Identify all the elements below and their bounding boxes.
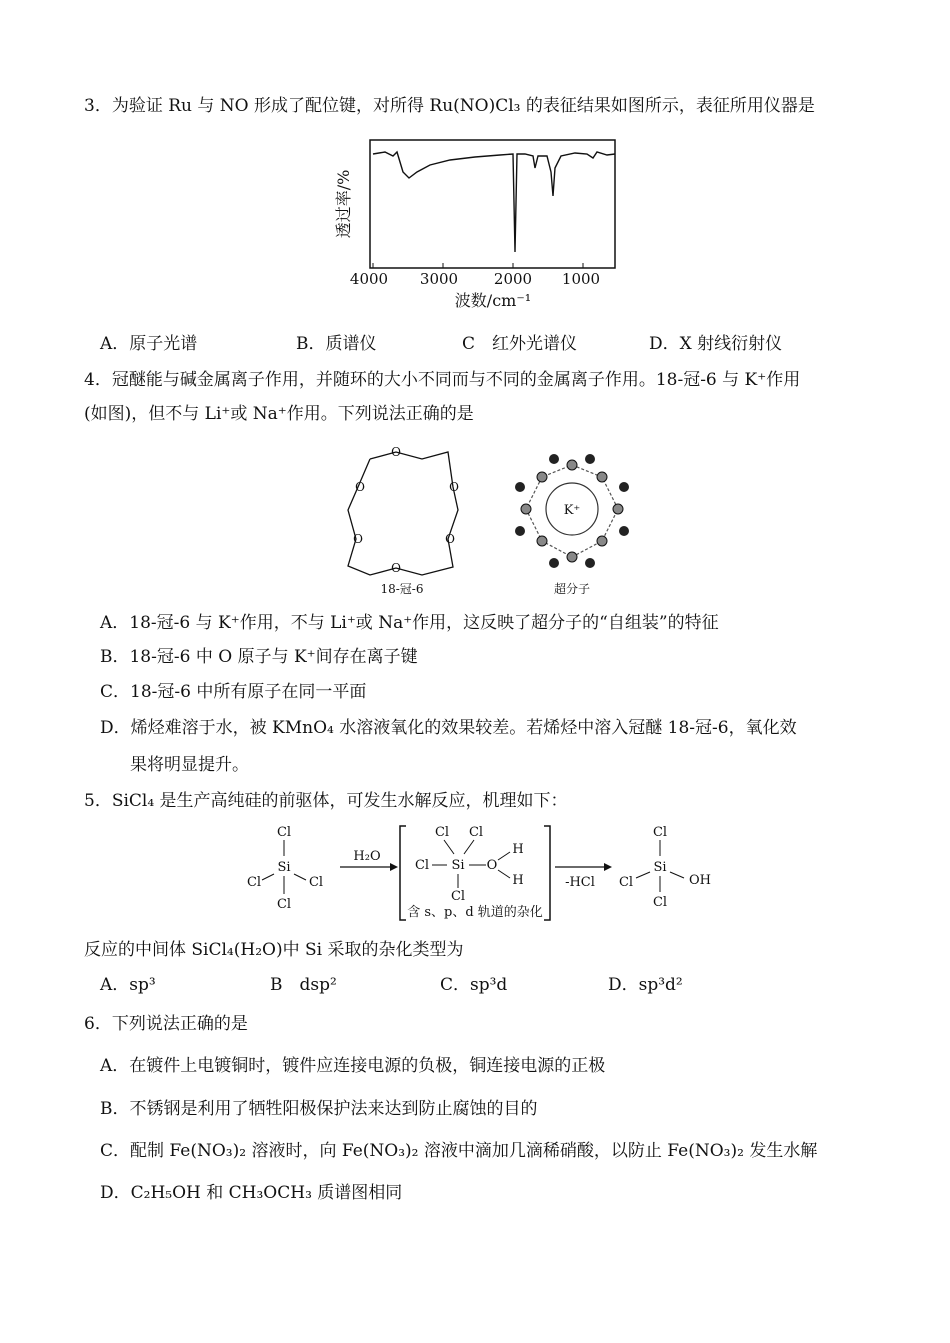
crown-ether-figure: [340, 447, 640, 599]
svg-text:O: O: [486, 858, 498, 873]
svg-text:H: H: [512, 873, 524, 888]
svg-text:Si: Si: [277, 860, 291, 875]
svg-text:H: H: [512, 842, 524, 857]
oxygen-atom-label: O: [445, 532, 455, 546]
svg-text:Cl: Cl: [450, 889, 466, 904]
oxygen-atom-label: O: [449, 480, 459, 494]
q6-option-b[interactable]: B．不锈钢是利用了牺牲阳极保护法来达到防止腐蚀的目的: [100, 1099, 538, 1119]
hybridization-note: 含 s、p、d 轨道的杂化: [407, 905, 543, 920]
svg-text:OH: OH: [689, 873, 711, 888]
ir-plot-frame: [370, 140, 615, 268]
q3-option-b[interactable]: B．质谱仪: [296, 334, 377, 354]
ir-tick-label: 1000: [561, 270, 601, 288]
q3-option-c[interactable]: C 红外光谱仪: [462, 334, 578, 354]
ir-tick-label: 2000: [493, 270, 533, 288]
svg-text:Cl: Cl: [434, 825, 450, 840]
q3-option-d[interactable]: D．X 射线衍射仪: [649, 334, 783, 354]
q4-option-d-line-2[interactable]: 果将明显提升。: [130, 755, 249, 775]
q4-stem-line-1: 4．冠醚能与碱金属离子作用，并随环的大小不同而与不同的金属离子作用。18-冠-6 与 K⁺作用: [84, 370, 801, 390]
ir-y-axis-label: 透过率/%: [334, 169, 353, 239]
reagent-label: H₂O: [353, 849, 381, 864]
q4-option-d-line-1[interactable]: D．烯烃难溶于水，被 KMnO₄ 水溶液氧化的效果较差。若烯烃中溶入冠醚 18-冠-6，氧化效: [100, 718, 797, 738]
byproduct-label: -HCl: [565, 875, 595, 890]
supramolecule-caption: 超分子: [553, 582, 591, 596]
oxygen-atom-label: O: [353, 532, 363, 546]
intermediate-structure: [415, 825, 524, 904]
oxygen-atom-label: O: [391, 447, 401, 459]
crown-ether-ring: [348, 452, 458, 575]
q6-stem: 6．下列说法正确的是: [84, 1014, 248, 1034]
product-structure: [619, 825, 711, 910]
q4-option-b[interactable]: B．18-冠-6 中 O 原子与 K⁺间存在离子键: [100, 647, 418, 667]
svg-text:Cl: Cl: [652, 895, 668, 910]
ir-spectrum-figure: [325, 132, 625, 317]
q5-option-b[interactable]: B dsp²: [270, 975, 337, 995]
ir-x-ticks: [350, 263, 600, 288]
svg-text:Si: Si: [653, 860, 667, 875]
q5-question: 反应的中间体 SiCl₄(H₂O)中 Si 采取的杂化类型为: [84, 940, 464, 960]
q6-option-c[interactable]: C．配制 Fe(NO₃)₂ 溶液时，向 Fe(NO₃)₂ 溶液中滴加几滴稀硝酸，以防止 Fe(NO₃)₂ 发生水解: [100, 1141, 818, 1161]
ir-tick-label: 3000: [419, 270, 459, 288]
svg-text:Cl: Cl: [652, 825, 668, 840]
ir-tick-label: 4000: [349, 270, 389, 288]
sicl4-structure: [247, 825, 323, 912]
q4-option-a[interactable]: A．18-冠-6 与 K⁺作用，不与 Li⁺或 Na⁺作用，这反映了超分子的“自组装”的特征: [100, 613, 719, 633]
svg-text:Cl: Cl: [468, 825, 484, 840]
ir-spectrum-trace: [373, 152, 615, 252]
q3-stem: 3．为验证 Ru 与 NO 形成了配位键，对所得 Ru(NO)Cl₃ 的表征结果如图所示，表征所用仪器是: [84, 96, 815, 116]
supramolecule-model: [515, 454, 629, 568]
q6-option-d[interactable]: D．C₂H₅OH 和 CH₃OCH₃ 质谱图相同: [100, 1183, 403, 1203]
svg-text:Cl: Cl: [276, 897, 292, 912]
svg-text:Cl: Cl: [618, 875, 634, 890]
sicl4-hydrolysis-mechanism: [240, 822, 720, 930]
crown-ether-caption: 18-冠-6: [380, 582, 424, 596]
q5-option-c[interactable]: C．sp³d: [440, 975, 508, 995]
oxygen-atom-label: O: [355, 480, 365, 494]
svg-text:Cl: Cl: [276, 825, 292, 840]
potassium-ion-label: K⁺: [563, 503, 581, 518]
ir-x-axis-label: 波数/cm⁻¹: [454, 291, 532, 310]
q5-stem: 5．SiCl₄ 是生产高纯硅的前驱体，可发生水解反应，机理如下：: [84, 791, 568, 811]
q4-stem-line-2: (如图)，但不与 Li⁺或 Na⁺作用。下列说法正确的是: [84, 404, 474, 424]
svg-text:Cl: Cl: [308, 875, 324, 890]
q3-option-a[interactable]: A．原子光谱: [100, 334, 198, 354]
q4-option-c[interactable]: C．18-冠-6 中所有原子在同一平面: [100, 682, 367, 702]
q6-option-a[interactable]: A．在镀件上电镀铜时，镀件应连接电源的负极，铜连接电源的正极: [100, 1056, 606, 1076]
oxygen-atom-label: O: [391, 561, 401, 575]
svg-text:Cl: Cl: [246, 875, 262, 890]
svg-text:Cl: Cl: [414, 858, 430, 873]
q5-option-a[interactable]: A．sp³: [100, 975, 156, 995]
svg-text:Si: Si: [451, 858, 465, 873]
q5-option-d[interactable]: D．sp³d²: [608, 975, 683, 995]
